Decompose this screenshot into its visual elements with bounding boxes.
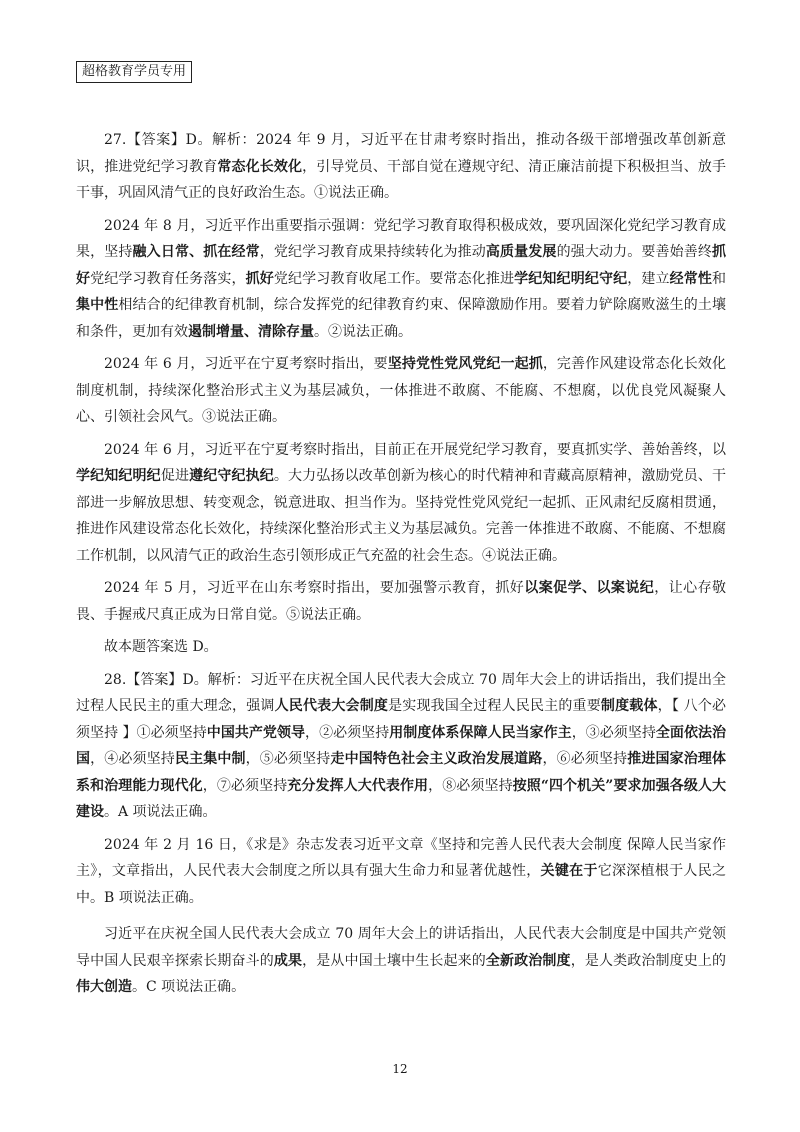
- emphasis-text: 集中性: [76, 297, 119, 313]
- body-text: 党纪学习教育任务落实，: [90, 270, 246, 287]
- paragraph-q27-point4: [76, 437, 726, 570]
- emphasis-text: 全新政治制度: [485, 952, 571, 969]
- body-text: 27.【答案】D。解析：2024 年 9 月，习近平在甘肃考察时指出，推动各级干部增强改革创新意识，推进党纪学习教育: [76, 132, 726, 175]
- body-text: ，⑧必须坚持: [428, 777, 513, 794]
- body-text: 。A 项说法正确。: [104, 804, 217, 820]
- paragraph-q28-option-c: [76, 921, 726, 1001]
- emphasis-text: 成果: [273, 952, 303, 969]
- emphasis-text: 按照“四个机关”要求加强各级人大建设: [76, 777, 727, 820]
- body-text: 2024 年 2 月 16 日，《求是》杂志发表习近平文章《坚持和完善人民代表大会制度 保障人民当家作主》，文章指出，人民代表大会制度之所以具有强大生命力和显著优越性，: [76, 836, 726, 879]
- paragraph-q27-point3: [76, 351, 726, 431]
- body-text: 28.【答案】D。解析：习近平在庆祝全国人民代表大会成立 70 周年大会上的讲话指出，我们提出全过程人民民主的重大理念，强调: [76, 671, 726, 714]
- body-text: ，②必须坚持: [305, 724, 390, 741]
- body-text: ，是从中国土壤中生长起来的: [302, 952, 486, 969]
- body-text: 。②说法正确。: [314, 323, 412, 340]
- emphasis-text: 遵纪守纪执纪: [189, 468, 274, 484]
- body-text: 。大力弘扬以改革创新为核心的时代精神和青藏高原精神，激励党员、干部进一步解放思想、转变观念，锐意进取、担当作为。坚持党性党风党纪一起抓、正风肃纪反腐相贯通，推进作风建设常态化长效化，持续深化整治形式主义为基层减负。完善一体推进不敢腐、不能腐、不想腐工作机制，以风清气正的政治生态引领形成正气充盈的社会生态。④说法正确。: [76, 468, 727, 564]
- paragraph-q27-answer: [76, 634, 726, 661]
- paragraph-q27-point5: [76, 575, 726, 628]
- body-text: ，⑦必须坚持: [202, 777, 288, 794]
- body-text: 故本题答案选 D。: [104, 639, 218, 655]
- body-text: ，党纪学习教育成果持续转化为推动: [259, 244, 486, 260]
- paragraph-q27-intro: [76, 127, 726, 207]
- header-tag: 超格教育学员专用: [76, 61, 192, 83]
- emphasis-text: 融入日常、抓在经常: [132, 244, 260, 260]
- body-text: 2024 年 6 月，习近平在宁夏考察时指出，目前正在开展党纪学习教育，要真抓实学、善始善终，以: [104, 441, 726, 458]
- emphasis-text: 学纪知纪明纪守纪: [514, 270, 628, 287]
- emphasis-text: 民主集中制: [174, 751, 246, 767]
- emphasis-text: 常态化长效化: [217, 158, 303, 175]
- body-text: 是实现我国全过程人民民主的重要: [388, 698, 601, 714]
- body-text: ，是人类政治制度史上的: [570, 952, 727, 969]
- emphasis-text: 推进国家治理体系和治理能力现代化: [76, 751, 727, 794]
- emphasis-text: 制度载体: [600, 698, 658, 714]
- body-text: 促进: [160, 468, 190, 484]
- emphasis-text: 学纪知纪明纪: [76, 468, 161, 484]
- emphasis-text: 伟大创造: [76, 979, 132, 995]
- emphasis-text: 抓好: [76, 244, 727, 287]
- body-text: 它深深植根于人民之中。B 项说法正确。: [76, 863, 726, 906]
- document-body: [76, 127, 726, 1007]
- body-text: ，让心存敬畏、手握戒尺真正成为日常自觉。⑤说法正确。: [76, 580, 727, 623]
- emphasis-text: 人民代表大会制度: [274, 698, 389, 714]
- emphasis-text: 中国共产党领导: [206, 724, 306, 741]
- emphasis-text: 抓好: [245, 270, 274, 287]
- body-text: ，④必须坚持: [90, 751, 175, 767]
- emphasis-text: 高质量发展: [485, 244, 557, 260]
- body-text: ，【 八个必须坚持 】①必须坚持: [76, 698, 727, 741]
- body-text: ，③必须坚持: [571, 724, 656, 741]
- body-text: 2024 年 8 月，习近平作出重要指示强调：党纪学习教育取得积极成效，要巩固深化党纪学习教育成果，坚持: [76, 217, 726, 260]
- paragraph-q28-option-b: [76, 832, 726, 912]
- body-text: ，⑤必须坚持: [245, 751, 331, 767]
- emphasis-text: 关键在于: [540, 863, 598, 879]
- body-text: 习近平在庆祝全国人民代表大会成立 70 周年大会上的讲话指出，人民代表大会制度是中国共产党领导中国人民艰辛探索长期奋斗的: [76, 926, 726, 969]
- body-text: 党纪学习教育收尾工作。要常态化推进: [273, 270, 515, 287]
- emphasis-text: 走中国特色社会主义政治发展道路: [330, 751, 543, 767]
- body-text: ，建立: [627, 270, 670, 287]
- emphasis-text: 坚持党性党风党纪一起抓: [387, 356, 543, 372]
- body-text: 的强大动力。要善始善终: [556, 244, 713, 260]
- paragraph-q27-point2: [76, 213, 726, 346]
- emphasis-text: 用制度体系保障人民当家作主: [389, 724, 572, 741]
- body-text: ，引导党员、干部自觉在遵规守纪、清正廉洁前提下积极担当、放手干事，巩固风清气正的良好政治生态。①说法正确。: [76, 158, 727, 201]
- body-text: 相结合的纪律教育机制，综合发挥党的纪律教育约束、保障激励作用。要着力铲除腐败滋生的土壤和条件，更加有效: [76, 297, 727, 340]
- body-text: 。C 项说法正确。: [132, 979, 246, 995]
- emphasis-text: 全面依法治国: [76, 724, 727, 767]
- emphasis-text: 以案促学、以案说纪: [524, 580, 655, 596]
- emphasis-text: 经常性: [669, 270, 713, 287]
- body-text: 2024 年 5 月，习近平在山东考察时指出，要加强警示教育，抓好: [104, 580, 525, 596]
- body-text: 2024 年 6 月，习近平在宁夏考察时指出，要: [104, 356, 388, 372]
- page-number: 12: [392, 1062, 408, 1076]
- body-text: 和: [712, 270, 727, 287]
- paragraph-q28-intro: [76, 667, 726, 826]
- emphasis-text: 遏制增量、清除存量: [188, 323, 314, 340]
- body-text: ，完善作风建设常态化长效化制度机制，持续深化整治形式主义为基层减负，一体推进不敢腐、不能腐、不想腐，以优良党风凝聚人心、引领社会风气。③说法正确。: [76, 356, 727, 425]
- emphasis-text: 充分发挥人大代表作用: [287, 777, 429, 794]
- body-text: ，⑥必须坚持: [542, 751, 628, 767]
